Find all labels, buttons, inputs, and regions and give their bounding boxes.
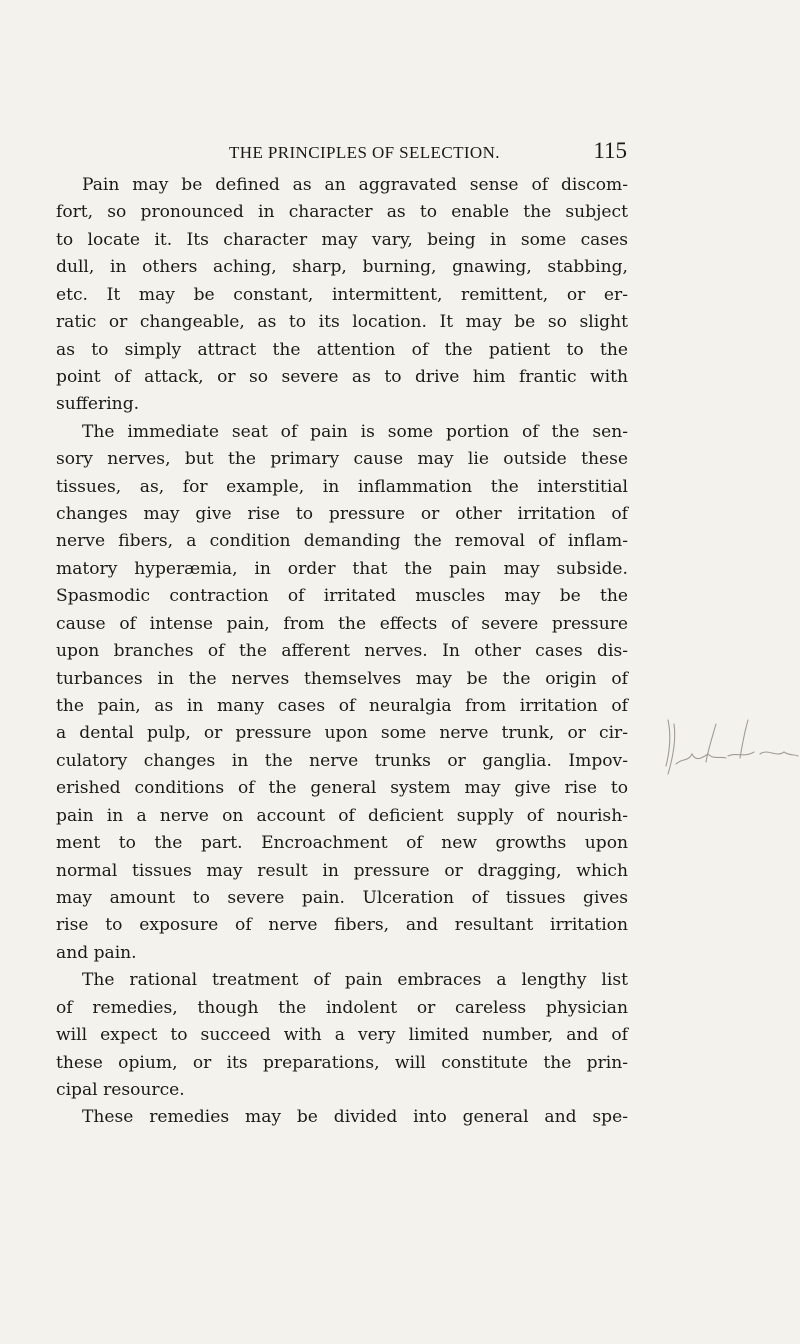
text-line: nerve fibers, a condition demanding the removal of inflam- [56,531,628,552]
text-line: to locate it. Its character may vary, being in some cases [56,229,628,250]
text-line: changes may give rise to pressure or other irritation of [56,504,628,525]
text-line: normal tissues may result in pressure or dragging, which [56,860,628,881]
text-line: pain in a nerve on account of deficient supply of nourish- [56,805,628,826]
text-line: dull, in others aching, sharp, burning, gnawing, stabbing, [56,257,628,278]
page-number: 115 [593,138,627,163]
paragraph-first-line: The immediate seat of pain is some portion of the sen- [82,421,628,442]
text-line: suffering. [56,394,140,415]
text-line: a dental pulp, or pressure upon some nerve trunk, or cir- [56,723,628,744]
text-line: culatory changes in the nerve trunks or ganglia. Impov- [56,750,628,771]
text-line: turbances in the nerves themselves may be the origin of [56,668,628,689]
running-head-title: THE PRINCIPLES OF SELECTION. [229,143,500,162]
text-line: cipal resource. [56,1079,185,1100]
text-line: the pain, as in many cases of neuralgia from irritation of [56,696,628,717]
text-line: etc. It may be constant, intermittent, remittent, or er- [56,284,628,305]
body-text [56,172,628,1132]
text-line: Spasmodic contraction of irritated muscles may be the [56,586,628,607]
text-line: erished conditions of the general system may give rise to [56,778,628,799]
text-line: these opium, or its preparations, will constitute the prin- [56,1052,628,1073]
text-line: of remedies, though the indolent or careless physician [56,997,628,1018]
text-line: matory hyperæmia, in order that the pain may subside. [56,558,628,579]
paragraph-first-line: Pain may be defined as an aggravated sense of discom- [82,175,628,195]
text-line: will expect to succeed with a very limited number, and of [56,1025,628,1046]
paragraph-first-line: The rational treatment of pain embraces a lengthy list [82,970,628,991]
text-line: upon branches of the afferent nerves. In other cases dis- [56,641,628,662]
text-line: ment to the part. Encroachment of new growths upon [56,833,628,854]
text-line: cause of intense pain, from the effects of severe pressure [56,613,628,634]
paragraph-first-line: These remedies may be divided into general and spe- [82,1107,628,1128]
text-line: tissues, as, for example, in inflammation the interstitial [56,476,628,497]
marginal-handwriting-mark [664,714,800,786]
text-line: ratic or changeable, as to its location. It may be so slight [56,312,628,333]
text-line: as to simply attract the attention of the patient to the [56,339,628,360]
text-line: and pain. [56,942,137,963]
text-line: rise to exposure of nerve fibers, and resultant irritation [56,915,628,936]
text-line: may amount to severe pain. Ulceration of tissues gives [56,887,628,908]
text-line: point of attack, or so severe as to drive him frantic with [56,366,628,387]
text-line: sory nerves, but the primary cause may lie outside these [56,449,628,470]
running-head [229,138,627,164]
text-line: fort, so pronounced in character as to enable the subject [56,202,628,223]
